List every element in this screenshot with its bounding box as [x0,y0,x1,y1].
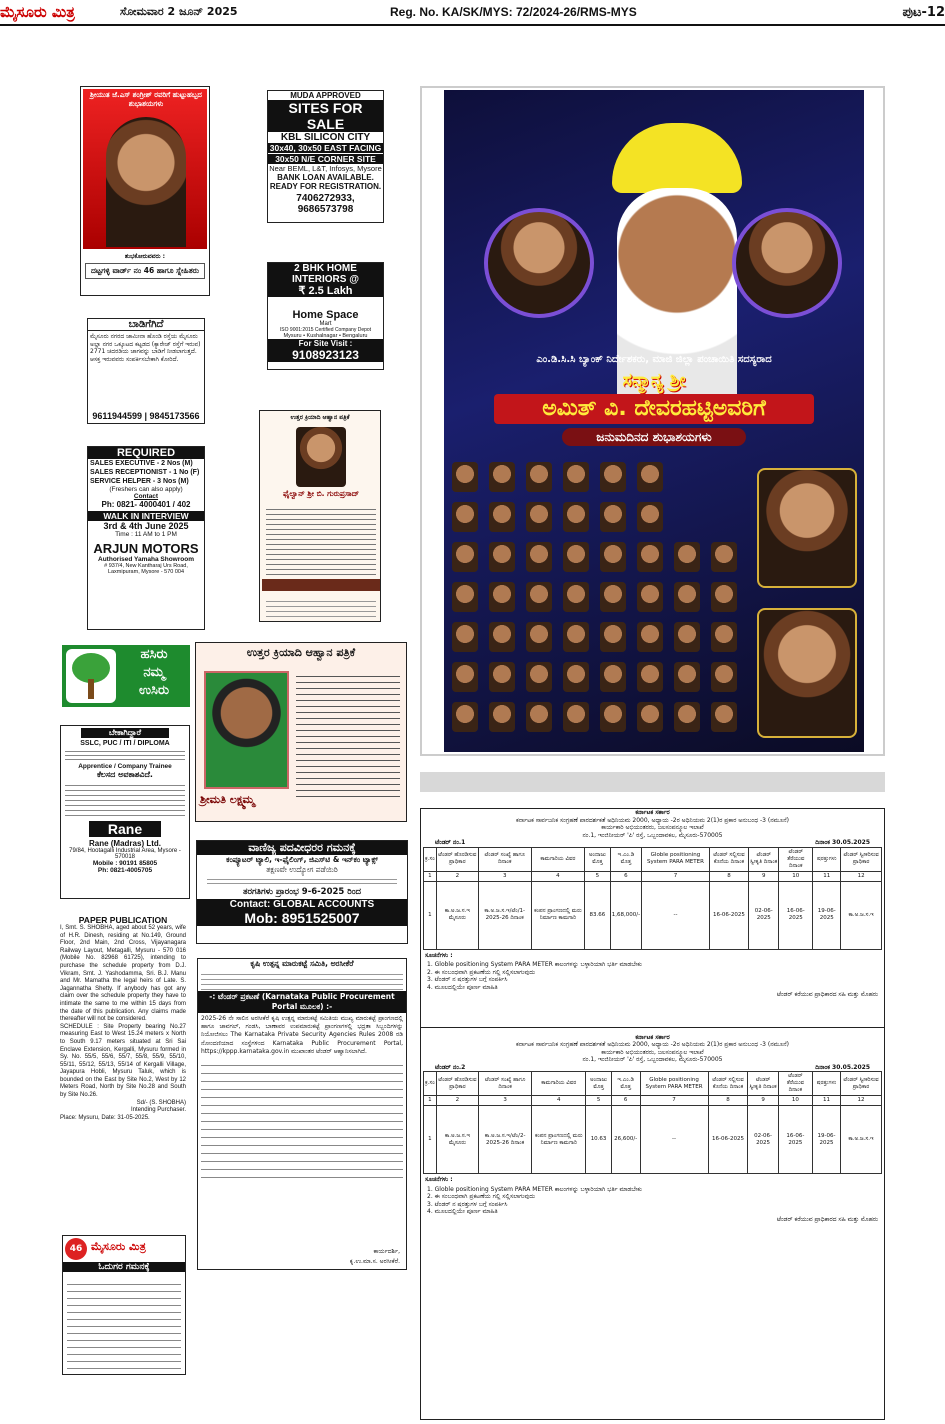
table-header-cell: ಟೆಂಡರ್ ಸ್ವೀಕೃತಿ ದಿನಾಂಕ [749,847,779,871]
table-cell: 02-06-2025 [749,881,779,949]
tender2-date: ದಿನಾಂಕ 30.05.2025 [815,1063,870,1071]
mitra-title: ಮೈಸೂರು ಮಿತ್ರ [91,1240,146,1253]
table-header-cell: Globle positioning System PARA METER [640,1072,708,1096]
paper-place: Place: Mysuru, Date: 31-05-2025. [60,1114,150,1121]
supporter-photo [526,462,552,492]
home-space-logo: Home Space [292,309,359,321]
table-header-cell: ಟೆಂಡರ್ ಸಂಖ್ಯೆ ಹಾಗೂ ದಿನಾಂಕ [478,847,531,871]
supporter-photo [452,662,478,692]
wishers-names: ದಟ್ಟಗಳ್ಳಿ ವಾರ್ಡ್ ನಂ 46 ಹಾಗೂ ಸ್ನೇಹಿತರು [85,263,205,279]
table-header-cell: ಅಂದಾಜು ಮೊತ್ತ [586,1072,612,1096]
banner-wish: ಜನುಮದಿನದ ಶುಭಾಶಯಗಳು [562,428,746,446]
banner-honor: ಸನ್ಮಾನ್ಯ ಶ್ರೀ [622,370,686,391]
table-index-cell: 9 [749,871,779,881]
tender2-note2: 2. ಈ ಸಂಬಂಧವಾಗಿ ಪ್ರಕಟಣೆಯ ಗಲ್ಲಿ ಸಲ್ಲಿಸಲಾಗುವುದು [427,1193,536,1200]
required-ad [87,446,205,630]
tender2-sign: ಟೆಂಡರ್ ಕರೆಯುವ ಪ್ರಾಧಿಕಾರದ ಸಹಿ ಮತ್ತು ಮೊಹರು [776,1215,878,1223]
supporter-photo [489,502,515,532]
supporter-photo [526,662,552,692]
supporter-photo [563,502,589,532]
tender-notices [420,808,885,1420]
supporter-photo [563,622,589,652]
commerce-contact: Contact: GLOBAL ACCOUNTS [197,899,407,910]
obituary-ad-1 [259,410,381,622]
company-address: # 937/4, New Kantharaj Urs Road, Laxmipuram, Mysore - 570 004 [104,563,188,575]
table-header-cell: ಟೆಂಡರ್ ಸಂಖ್ಯೆ ಹಾಗೂ ದಿನಾಂಕ [479,1072,532,1096]
supporter-photo [600,702,626,732]
birthday-heading: ಶ್ರೀಯುತ ಜೆ.ಎಸ್ ಶಂಗ್ರೀಶ್ ರವರಿಗೆ ಹುಟ್ಟುಹಬ್ಬದ ಶುಭಾಶಯಗಳು [90,91,202,108]
grey-strip [420,772,885,792]
table-index-cell: 4 [532,1096,586,1106]
table-index-cell: 8 [708,1096,748,1106]
supporter-photo [600,542,626,572]
req-phone: Ph: 0821- 4000401 / 402 [101,500,191,509]
supporter-photo [600,582,626,612]
table-index-cell: 9 [748,1096,778,1106]
green-line1: ಹಸಿರು [140,647,168,662]
supporter-photo [600,462,626,492]
supporter-photo [600,622,626,652]
table-header-cell: ಕ್ರ.ಸಂ [424,847,437,871]
logo-sub: Mart [319,321,332,327]
obit1-text [266,505,376,575]
paper-publication [60,915,186,1215]
commerce-courses: ಕಂಪ್ಯೂಟರ್ ಟ್ಯಾಲಿ, ಇ-ಫೈಲಿಂಗ್, ಜಿಎಸ್‌ಟಿ & ಇನ್‌ಕಂ ಟ್ಯಾಕ್ಸ್ [226,855,378,864]
supporter-photo [711,662,737,692]
supporter-photo [711,542,737,572]
tender1-note2: 2. ಈ ಸಂಬಂಧವಾಗಿ ಪ್ರಕಟಣೆಯ ಗಲ್ಲಿ ಸಲ್ಲಿಸಲಾಗುವುದು [427,968,536,976]
table-header-cell: ಕಾಮಗಾರಿಯ ವಿವರ [531,847,585,871]
interiors-phone: 9108923123 [268,348,383,362]
interiors-line1: 2 BHK HOME [268,263,383,274]
tender1-addr: ನಂ.1, ಇಂಜಿನೀಯರ್ 'ಪಿ' ರಸ್ತೆ, ಒಬ್ಬಂದಾವಕಲ, ಮೈಸೂರು-570005 [582,831,723,839]
table-cell: 16-06-2025 [778,1106,812,1174]
jobs-opportunity: ಕೆಲಸದ ಅವಕಾಶವಿದೆ. [97,770,153,779]
green-line3: ಉಸಿರು [139,683,169,698]
paper-sign2: Intending Purchaser. [130,1107,186,1114]
commerce-mobile: Mob: 8951525007 [197,910,407,926]
table-cell: ಕಾ.ಅ.ಜ.ಸ.ಇ ಮೈಸೂರು [436,881,478,949]
obit2-title: ಉತ್ತರ ಕ್ರಿಯಾದಿ ಆಹ್ವಾನ ಪತ್ರಿಕೆ [246,646,356,659]
supporter-photo [489,622,515,652]
paper-schedule: SCHEDULE : Site Property bearing No.27 measuring East to West 15.24 meters x North to South 9.17 meters situated at Sri Sai Enclave Extension, Kergalli, Mysuru formed in Sy. No. 55/5, 55/6, 55/7, 55/8, 55/9, 55/10, 55/11, 55/12, 55/13, 55/14 of Kergalli Village, Jayapura Hobli, Mysuru Taluk, which is bounded on the East by Site No.2, West by 12 Meters Road, North by Site No.28 and South by Site No.26. [60,1023,186,1099]
table-cell: ಕಾ.ಅ.ಜ.ಸ.ಇ ಮೈಸೂರು [436,1106,478,1174]
authorised: Authorised Yamaha Showroom [98,556,194,563]
mysuru-mitra-notice [62,1235,186,1375]
table-cell: 83.66 [585,881,610,949]
table-header-cell: ಇ.ಎಂ.ಡಿ ಮೊತ್ತ [610,847,642,871]
page-number: ಪುಟ-12 [902,4,945,20]
location: Near BEML, L&T, Infosys, Mysore [269,164,382,173]
table-cell: 26,600/- [611,1106,640,1174]
tree-icon [66,649,116,703]
table-header-cell: ಕಾಮಗಾರಿಯ ವಿವರ [532,1072,586,1096]
tender1-note1: 1. Globle positioning System PARA METER ಕಾಲಂಗಳನ್ನು ಬಳ್ಳಾರಿಯಾಗಿ ಭರ್ತಿ ಮಾಡಬೇಕು [427,961,642,968]
paper-sign: Sd/- (S. SHOBHA) [136,1099,186,1106]
supporter-photo [526,702,552,732]
required-title: REQUIRED [88,447,204,459]
obit1-photo [296,427,346,487]
site-sizes: 30x40, 30x50 EAST FACING [269,143,382,153]
kpp-sign1: ಕಾರ್ಯದರ್ಶಿ, [373,1247,400,1255]
left-portrait [484,208,594,318]
table-cell: ಕಾ.ಅ.ಜ.ಸ.ಇ/ಟೆಂ/2-2025-26 ದಿನಾಂಕ [479,1106,532,1174]
green-ad [62,645,190,707]
table-index-cell: 12 [841,1096,882,1106]
tender2-table [423,1071,882,1174]
supporter-photo [489,542,515,572]
supporter-photo [563,582,589,612]
rane-mobile: Mobile : 90191 85805 [92,860,158,867]
table-index-cell: 3 [478,871,531,881]
iso-cert: ISO 9001:2015 Certified Company Depot [279,327,372,333]
walk-in-time: Time : 11 AM to 1 PM [115,531,177,538]
table-header-cell: ಟೆಂಡರ್ ಸ್ವೀಕರಿಸುವ ಪ್ರಾಧಿಕಾರ [841,847,882,871]
supporter-photo [452,462,478,492]
table-cell: -- [642,881,709,949]
kpp-title: -: ಟೆಂಡರ್ ಪ್ರಕಟಣೆ (Karnataka Public Procurement Portal ಮೂಲಕ) :- [198,991,406,1013]
kpp-body: 2025-26 ನೇ ಸಾಲಿನ ಅರಸೀಕೆರೆ ಕೃಷಿ ಉತ್ಪನ್ನ ಮಾರುಕಟ್ಟೆ ಸಮಿತಿಯ ಮುಖ್ಯ ಮಾರುಕಟ್ಟೆ ಪ್ರಾಂಗಣದಲ್ಲಿ ಹಾಗೂ ಜಾವಗಲ್, ಗಂಡಸಿ, ಬಾಣಾವರ ಉಪಮಾರುಕಟ್ಟೆ ಪ್ರಾಂಗಣಗಳಲ್ಲಿ ಭದ್ರತಾ ಸಿಬ್ಬಂದಿಗಳನ್ನು ನಿಯೋಜಿಸಲು The Karnataka Private Security Agencies Rules 2008 ರಡಿ ನೋಂದಣಿಯಾದ ಸಂಸ್ಥೆಗಳಿಂದ Karnataka Public Procurement Portal, https://kppp.karnataka.gov.in ಮುಖಾಂತರ ಟೆಂಡರ್ ಆಹ್ವಾನಿಸಲಾಗಿದೆ. [201,1015,403,1055]
sites-phone: 7406272933, 9686573798 [296,193,355,215]
table-header-cell: ಟೆಂಡರ್ ಸಲ್ಲಿಸುವ ಕೊನೆಯ ದಿನಾಂಕ [709,847,748,871]
table-header-cell: ಟೆಂಡರ್ ಸಲ್ಲಿಸುವ ಕೊನೆಯ ದಿನಾಂಕ [708,1072,748,1096]
table-index-cell: 1 [424,1096,437,1106]
table-cell: 16-06-2025 [779,881,813,949]
supporter-photo [637,662,663,692]
req-role2: SALES RECEPTIONIST - 1 No (F) [90,469,200,476]
commerce-graduates-ad [196,840,408,944]
banner-subtitle: ಎಂ.ಡಿ.ಸಿ.ಸಿ ಬ್ಯಾಂಕ್ ನಿರ್ದೇಶಕರು, ಮಾಜಿ ಜಿಲ್ಲಾ ಪಂಚಾಯಿತಿ ಸದಸ್ಯರಾದ [536,354,772,365]
supporter-photo [637,622,663,652]
table-header-cell: ಕ್ರ.ಸಂ [424,1072,437,1096]
tender2-note3: 3. ಟೆಂಡರ್ ನ ಷರತ್ತುಗಳ ಬಗ್ಗೆ ಸಂಪರ್ಕಿಸಿ [427,1200,508,1208]
rane-phone: Ph: 0821-4005705 [97,867,153,874]
banner-name: ಅಮಿತ್ ವಿ. ದೇವರಹಟ್ಟಿಅವರಿಗೆ [494,394,814,424]
supporter-photo [674,582,700,612]
obit1-title: ಉತ್ತರ ಕ್ರಿಯಾದಿ ಆಹ್ವಾನ ಪತ್ರಿಕೆ [290,414,350,421]
page-header [0,0,945,26]
green-line2: ನಮ್ಮ [143,665,165,680]
supporter-photo [452,502,478,532]
table-header-cell: Globle positioning System PARA METER [642,847,709,871]
table-index-cell: 10 [779,871,813,881]
kpp-sign2: ಕೃ.ಉ.ಮಾ.ಸ. ಅರಸೀಕೆರೆ. [349,1257,400,1265]
table-header-cell: ಇ.ಎಂ.ಡಿ ಮೊತ್ತ [611,1072,640,1096]
table-header-cell: ಟೆಂಡರ್ ತೆರೆಯುವ ದಿನಾಂಕ [778,1072,812,1096]
paper-title: PAPER PUBLICATION [78,915,168,925]
supporter-photo [637,462,663,492]
mitra-sub: ಓದುಗರ ಗಮನಕ್ಕೆ [63,1262,185,1272]
table-index-cell: 10 [778,1096,812,1106]
supporter-photo [489,662,515,692]
rent-title: ಬಾಡಿಗೆಗಿದೆ [88,319,204,331]
commerce-jobs: ತಕ್ಷಣವೇ ಉದ್ಯೋಗ ಪಡೆಯಿರಿ [266,865,338,874]
tender2-gov: ಕರ್ನಾಟಕ ಸರ್ಕಾರ [635,1033,670,1041]
supporter-photo [489,462,515,492]
table-index-cell: 7 [640,1096,708,1106]
supporter-photo [711,622,737,652]
table-index-cell: 6 [611,1096,640,1106]
registration-number: Reg. No. KA/SK/MYS: 72/2024-26/RMS-MYS [390,5,637,19]
table-index-cell: 3 [479,1096,532,1106]
walk-in-dates: 3rd & 4th June 2025 [103,521,189,531]
obit1-name: ಫೈಲ್ವಾನ್ ಶ್ರೀ ಬಿ. ಗುರುಪ್ರಸಾದ್ [283,489,359,498]
tender2-number: ಟೆಂಡರ್ ನಂ.2 [435,1063,466,1071]
kpp-head: ಕೃಷಿ ಉತ್ಪನ್ನ ಮಾರುಕಟ್ಟೆ ಸಮಿತಿ, ಅರಸೀಕೆರೆ [250,959,354,968]
tender1-number: ಟೆಂಡರ್ ನಂ.1 [435,839,466,846]
table-cell: 02-06-2025 [748,1106,778,1174]
table-header-cell: ಷರತ್ತುಗಳು [813,847,841,871]
supporter-photo [711,582,737,612]
wishers-label: ಶುಭಕೋರುವವರು : [124,253,166,260]
supporter-photo [637,542,663,572]
req-role3: SERVICE HELPER - 3 Nos (M) [90,478,189,485]
supporter-photo [563,542,589,572]
table-cell: 1 [424,881,437,949]
supporter-photo [563,702,589,732]
registration-ready: READY FOR REGISTRATION. [269,182,382,191]
portrait-photo [106,117,186,247]
supporter-photo [526,542,552,572]
req-contact: Contact [133,493,159,500]
supporter-photo [452,582,478,612]
supporter-photo [674,702,700,732]
req-freshers: (Freshers can also apply) [109,486,183,493]
supporter-large-2 [757,608,857,738]
supporter-photo [452,702,478,732]
bank-loan: BANK LOAN AVAILABLE. [277,173,374,182]
obit2-name: ಶ್ರೀಮತಿ ಲಕ್ಷ್ಮಮ್ಮ [200,793,255,806]
walk-in: WALK IN INTERVIEW [88,511,204,521]
rent-phone: 9611944599 | 9845173566 [92,411,200,421]
tender1-note3: 3. ಟೆಂಡರ್ ನ ಷರತ್ತುಗಳ ಬಗ್ಗೆ ಸಂಪರ್ಕಿಸಿ [427,976,508,983]
anniversary-badge: 46 [65,1238,87,1260]
table-index-cell: 1 [424,871,437,881]
table-index-cell: 4 [531,871,585,881]
tender1-act: ಕರ್ನಾಟಕ ಸಾರ್ವಜನಿಕ ಸಂಗ್ರಹಣೆ ಪಾರದರ್ಶಕತೆ ಅಧಿನಿಯಮ 2000, ಅಧ್ಯಾಯ -2ರ ಅಧಿನಿಯಮ 2(1)ರ ಪ್ರಕಾರ ಅನುಬಂಧ -3 (ನಮೂನೆ) [515,816,790,824]
supporter-photo [711,702,737,732]
sites-title: SITES FOR SALE [268,100,383,132]
interiors-price: ₹ 2.5 Lakh [268,285,383,297]
rent-body: ಮೈಸೂರು ನಗರದ ಜಾಮೀನಾ ಹೊಂಡಿ ರಸ್ತೆಯ ಮೈಸೂರು ಅಲ್ಲಾ ನಗರ ಒಕ್ಕೂಟದ ಕಟ್ಟಡದ (ಕ್ಯಾರೇಜ್ ರಸ್ತೆಗೆ ಇರುವ) 2771 ಚದರಡಿಯ ಜಾಗವನ್ನು ಬಾಡಿಗೆ ನೀಡಲಾಗುತ್ತದೆ. ಆಸಕ್ತ ಇರುವವರು ಸಂಪರ್ಕಿಸಬೇಕಾಗಿ ಕೋರಿದೆ. [90,333,201,363]
table-cell: 16-06-2025 [708,1106,748,1174]
site-visit: For Site Visit : [268,339,383,348]
supporter-photo [637,702,663,732]
tender1-sign: ಟೆಂಡರ್ ಕರೆಯುವ ಪ್ರಾಧಿಕಾರದ ಸಹಿ ಮತ್ತು ಮೊಹರು [776,991,878,998]
obit2-photo [204,671,289,789]
table-cell: 19-06-2025 [813,881,841,949]
table-cell: ಕಾ.ಅ.ಜ.ಸ.ಇ [841,881,882,949]
supporter-photo [674,542,700,572]
table-header-cell: ಟೆಂಡರ್ ಹೊರಡಿಸುವ ಪ್ರಾಧಿಕಾರ [436,847,478,871]
for-rent-ad [87,318,205,424]
table-index-cell: 11 [813,871,841,881]
supporter-photo [526,622,552,652]
jobs-apprentice: Apprentice / Company Trainee [78,763,172,770]
obit1-band [262,579,380,591]
birthday-ad-small [80,86,210,296]
table-index-cell: 5 [586,1096,612,1106]
supporter-photo [526,502,552,532]
table-cell: ಕಾ.ಅ.ಜ.ಸ.ಇ/ಟೆಂ/1-2025-26 ದಿನಾಂಕ [478,881,531,949]
birthday-banner [420,86,885,756]
corner-site: 30x50 N/E CORNER SITE [268,154,383,164]
jobs-title: ಬೇಕಾಗಿದ್ದಾರೆ [81,728,169,738]
supporter-photo [600,662,626,692]
jobs-rane-ad [60,725,190,899]
table-cell: 16-06-2025 [709,881,748,949]
supporter-photo [674,622,700,652]
supporter-photo [563,662,589,692]
supporter-photo [674,662,700,692]
sites-for-sale-ad [267,90,384,223]
table-index-cell: 2 [436,871,478,881]
supporter-photo [637,502,663,532]
commerce-classes: ತರಗತಿಗಳು ಪ್ರಾರಂಭ 9-6-2025 ರಿಂದ [242,887,362,897]
table-index-cell: 11 [812,1096,840,1106]
table-header-cell: ಟೆಂಡರ್ ತೆರೆಯುವ ದಿನಾಂಕ [779,847,813,871]
tender2-act: ಕರ್ನಾಟಕ ಸಾರ್ವಜನಿಕ ಸಂಗ್ರಹಣೆ ಪಾರದರ್ಶಕತೆ ಅಧಿನಿಯಮ 2000, ಅಧ್ಯಾಯ -2ರ ಅಧಿನಿಯಮ 2(1)ರ ಪ್ರಕಾರ ಅನುಬಂಧ -3 (ನಮೂನೆ) [515,1041,790,1048]
kpp-tender-ad [197,958,407,1270]
rane-company: Rane (Madras) Ltd. [88,839,161,848]
tender2-notes-title: ಸೂಚನೆಗಳು : [425,1176,453,1183]
table-cell: 10.63 [586,1106,612,1174]
req-role1: SALES EXECUTIVE - 2 Nos (M) [90,460,193,467]
issue-date: ಸೋಮವಾರ 2 ಜೂನ್ 2025 [120,5,238,18]
rane-address: 79/84, Hootagalli Industrial Area, Mysore - 570018 [69,848,181,860]
company-name: ARJUN MOTORS [93,541,199,556]
table-cell: 1,68,000/- [610,881,642,949]
tender1-table [423,847,882,950]
tender2-addr: ನಂ.1, ಇಂಜಿನೀಯರ್ 'ಪಿ' ರಸ್ತೆ, ಒಬ್ಬಂದಾವಕಲ, ಮೈಸೂರು-570005 [582,1056,723,1063]
tender1-notes-title: ಸೂಚನೆಗಳು : [425,951,453,959]
muda-approved: MUDA APPROVED [290,91,361,100]
table-header-cell: ಅಂದಾಜು ಮೊತ್ತ [585,847,610,871]
supporter-photo [563,462,589,492]
supporter-photo [452,622,478,652]
right-portrait [732,208,842,318]
supporters-grid [452,462,752,742]
tender2-note1: 1. Globle positioning System PARA METER ಕಾಲಂಗಳನ್ನು ಬಳ್ಳಾರಿಯಾಗಿ ಭರ್ತಿ ಮಾಡಬೇಕು [427,1185,642,1193]
jobs-quals: SSLC, PUC / ITI / DIPLOMA [80,740,170,747]
table-header-cell: ಟೆಂಡರ್ ಸ್ವೀಕೃತಿ ದಿನಾಂಕ [748,1072,778,1096]
obit1-signatories [266,597,376,617]
layout-name: KBL SILICON CITY [280,132,371,143]
table-index-cell: 2 [436,1096,478,1106]
supporter-photo [489,702,515,732]
obituary-ad-2 [195,642,407,822]
tender1-gov: ಕರ್ನಾಟಕ ಸರ್ಕಾರ [635,809,670,816]
supporter-photo [526,582,552,612]
tender2-note4: 4. ಮೂಲದಲ್ಲಿಯೇ ಪೂರ್ಣ ಮಾಹಿತಿ [427,1208,498,1215]
masthead: ಮೈಸೂರು ಮಿತ್ರ [0,3,75,21]
rane-logo: Rane [89,821,161,837]
paper-body: I, Smt. S. SHOBHA, aged about 52 years, wife of H.R. Dinesh, residing at No.149, Ground Floor, 2nd Main, 2nd Cross, Vijayanagara Railway Layout, Metagalli, Mysuru - 570 016 (Mobile No. 82968 61725), intending to purchase the schedule property from D.J. Vikram, Smt. J. Yashodamma, Sri. B.J. Manu and Mr. Mamatha the legal heirs of Late. S. Jagannatha Shetty. If anybody has got any claim over the schedule property they have to intimate the same to me within 15 days from the date of this publication. Any claims made thereafter will not be considered. [60,925,186,1023]
table-cell: ಕಂಪನ ಪ್ರಾಂಗಣದಲ್ಲಿ ಮರು ನಿರ್ಮಾಣ ಕಾಮಗಾರಿ [531,881,585,949]
table-cell: ಕಂಪನ ಪ್ರಾಂಗಣದಲ್ಲಿ ಮರು ನಿರ್ಮಾಣ ಕಾಮಗಾರಿ [532,1106,586,1174]
tender1-note4: 4. ಮೂಲದಲ್ಲಿಯೇ ಪೂರ್ಣ ಮಾಹಿತಿ [427,983,498,991]
supporter-photo [489,582,515,612]
table-index-cell: 6 [610,871,642,881]
commerce-title: ವಾಣಿಜ್ಯ ಪದವೀಧರರ ಗಮನಕ್ಕೆ [197,841,407,855]
table-index-cell: 12 [841,871,882,881]
table-header-cell: ಷರತ್ತುಗಳು [812,1072,840,1096]
home-interiors-ad [267,262,384,370]
tender1-office: ಕಾರ್ಯಕಾರಿ ಅಭಿಯಂತರರು, ಜಲಸಂಪನ್ಮೂಲ ಇಲಾಖೆ [601,824,704,831]
table-cell: -- [640,1106,708,1174]
table-cell: 19-06-2025 [812,1106,840,1174]
cities: Mysuru • Kushalnagar • Bengaluru [283,333,368,339]
tender1-date: ದಿನಾಂಕ 30.05.2025 [815,839,870,846]
table-header-cell: ಟೆಂಡರ್ ಹೊರಡಿಸುವ ಪ್ರಾಧಿಕಾರ [436,1072,478,1096]
obit2-text [296,671,400,801]
table-cell: ಕಾ.ಅ.ಜ.ಸ.ಇ [841,1106,882,1174]
table-index-cell: 7 [642,871,709,881]
supporter-photo [637,582,663,612]
table-index-cell: 8 [709,871,748,881]
supporter-photo [600,502,626,532]
table-header-cell: ಟೆಂಡರ್ ಸ್ವೀಕರಿಸುವ ಪ್ರಾಧಿಕಾರ [841,1072,882,1096]
tender2-office: ಕಾರ್ಯಕಾರಿ ಅಭಿಯಂತರರು, ಜಲಸಂಪನ್ಮೂಲ ಇಲಾಖೆ [601,1048,704,1056]
table-index-cell: 5 [585,871,610,881]
supporter-photo [452,542,478,572]
table-cell: 1 [424,1106,437,1174]
interiors-line2: INTERIORS @ [268,274,383,285]
supporter-large-1 [757,468,857,588]
